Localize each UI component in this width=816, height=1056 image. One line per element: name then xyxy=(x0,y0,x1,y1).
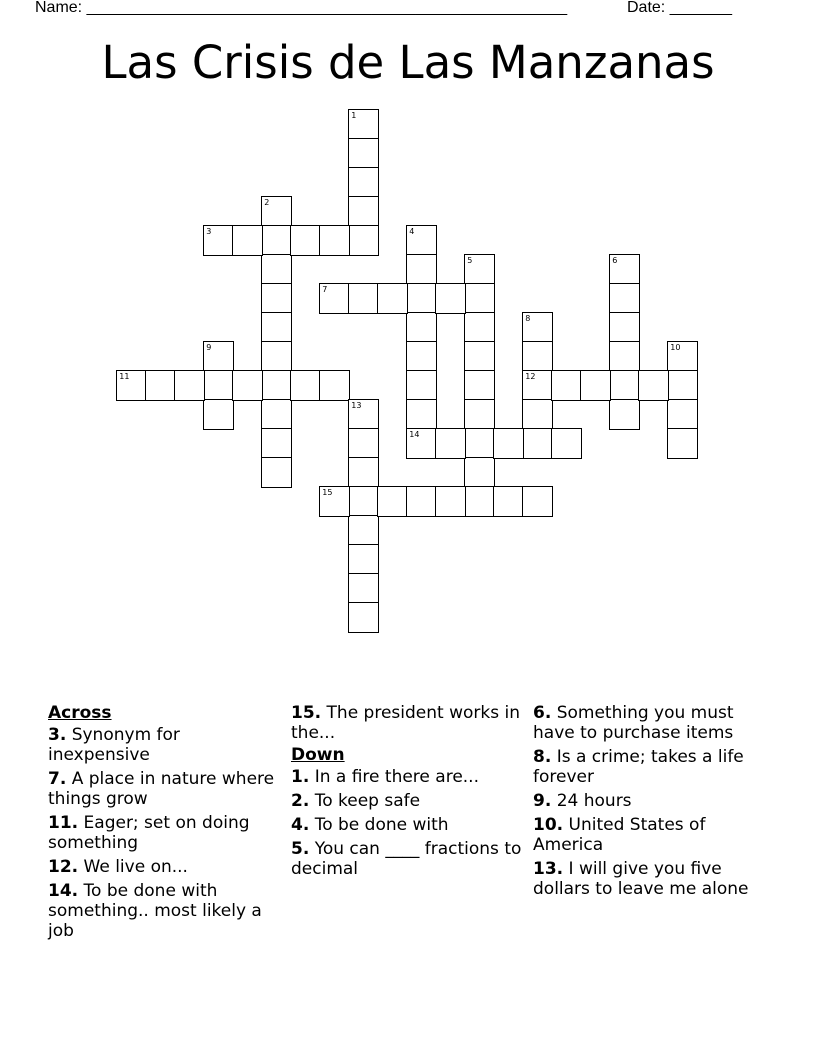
grid-cell[interactable] xyxy=(406,486,437,517)
date-line: _______ xyxy=(669,0,732,16)
grid-cell[interactable] xyxy=(261,196,292,227)
grid-cell[interactable] xyxy=(203,370,234,401)
name-line: ______________________________________________________ xyxy=(86,0,568,16)
grid-cell[interactable] xyxy=(464,428,495,459)
grid-cell[interactable] xyxy=(319,486,350,517)
clue-number: 4 xyxy=(409,227,415,237)
clue-number: 13 xyxy=(351,401,362,411)
clue-number: 9 xyxy=(206,343,212,353)
grid-cell[interactable] xyxy=(203,341,234,372)
grid-cell[interactable] xyxy=(464,457,495,488)
grid-cell[interactable] xyxy=(667,399,698,430)
grid-cell[interactable] xyxy=(551,428,582,459)
grid-cell[interactable] xyxy=(145,370,176,401)
clue-down-4: 4. To be done with xyxy=(291,815,449,835)
clue-down-10: 10. United States of America xyxy=(533,815,706,855)
grid-cell[interactable] xyxy=(609,341,640,372)
page-title: Las Crisis de Las Manzanas xyxy=(101,36,715,89)
grid-cell[interactable] xyxy=(348,602,379,633)
clue-number: 7 xyxy=(322,285,328,295)
grid-cell[interactable] xyxy=(609,254,640,285)
grid-cell[interactable] xyxy=(232,225,263,256)
grid-cell[interactable] xyxy=(348,109,379,140)
clue-number: 5 xyxy=(467,256,473,266)
grid-cell[interactable] xyxy=(522,428,553,459)
grid-cell[interactable] xyxy=(522,341,553,372)
grid-cell[interactable] xyxy=(406,341,437,372)
clue-down-2: 2. To keep safe xyxy=(291,791,421,811)
grid-cell[interactable] xyxy=(232,370,263,401)
grid-cell[interactable] xyxy=(522,399,553,430)
clue-across-14: 14. To be done with something.. most likely a job xyxy=(48,881,262,941)
clue-number: 1 xyxy=(351,111,357,121)
clue-number: 11 xyxy=(119,372,130,382)
grid-cell[interactable] xyxy=(406,254,437,285)
clue-across-12: 12. We live on... xyxy=(48,857,188,877)
grid-cell[interactable] xyxy=(203,399,234,430)
grid-cell[interactable] xyxy=(348,399,379,430)
grid-cell[interactable] xyxy=(261,428,292,459)
grid-cell[interactable] xyxy=(609,312,640,343)
clue-number: 12 xyxy=(525,372,536,382)
clues-column-2 xyxy=(291,703,526,883)
grid-cell[interactable] xyxy=(348,196,379,227)
grid-cell[interactable] xyxy=(203,225,234,256)
clue-number: 14 xyxy=(409,430,420,440)
grid-cell[interactable] xyxy=(464,370,495,401)
grid-cell[interactable] xyxy=(348,544,379,575)
clue-down-9: 9. 24 hours xyxy=(533,791,632,811)
grid-cell[interactable] xyxy=(348,457,379,488)
grid-cell[interactable] xyxy=(377,486,408,517)
clue-down-1: 1. In a fire there are... xyxy=(291,767,479,787)
grid-cell[interactable] xyxy=(464,254,495,285)
grid-cell[interactable] xyxy=(319,283,350,314)
grid-cell[interactable] xyxy=(522,486,553,517)
date-field[interactable] xyxy=(627,0,732,17)
grid-cell[interactable] xyxy=(261,399,292,430)
grid-cell[interactable] xyxy=(348,486,379,517)
grid-cell[interactable] xyxy=(348,283,379,314)
grid-cell[interactable] xyxy=(174,370,205,401)
clue-number: 8 xyxy=(525,314,531,324)
clue-down-13: 13. I will give you five dollars to leave me alone xyxy=(533,859,749,899)
grid-cell[interactable] xyxy=(464,486,495,517)
grid-cell[interactable] xyxy=(261,370,292,401)
clues-column-3 xyxy=(533,703,768,903)
grid-cell[interactable] xyxy=(348,428,379,459)
grid-cell[interactable] xyxy=(551,370,582,401)
grid-cell[interactable] xyxy=(638,370,669,401)
grid-cell[interactable] xyxy=(348,515,379,546)
grid-cell[interactable] xyxy=(609,283,640,314)
grid-cell[interactable] xyxy=(406,312,437,343)
grid-cell[interactable] xyxy=(116,370,147,401)
clue-across-3: 3. Synonym for inexpensive xyxy=(48,725,180,765)
clue-down-5: 5. You can ____ fractions to decimal xyxy=(291,839,522,879)
grid-cell[interactable] xyxy=(261,312,292,343)
clue-down-6: 6. Something you must have to purchase items xyxy=(533,703,734,743)
grid-cell[interactable] xyxy=(406,225,437,256)
grid-cell[interactable] xyxy=(493,428,524,459)
grid-cell[interactable] xyxy=(348,573,379,604)
grid-cell[interactable] xyxy=(435,486,466,517)
clues-column-1 xyxy=(48,703,283,945)
clue-number: 10 xyxy=(670,343,681,353)
grid-cell[interactable] xyxy=(406,399,437,430)
grid-cell[interactable] xyxy=(667,428,698,459)
grid-cell[interactable] xyxy=(290,370,321,401)
across-heading: Across xyxy=(48,703,112,723)
grid-cell[interactable] xyxy=(609,399,640,430)
grid-cell[interactable] xyxy=(522,312,553,343)
grid-cell[interactable] xyxy=(667,370,698,401)
grid-cell[interactable] xyxy=(348,225,379,256)
grid-cell[interactable] xyxy=(580,370,611,401)
grid-cell[interactable] xyxy=(406,428,437,459)
clue-number: 2 xyxy=(264,198,270,208)
grid-cell[interactable] xyxy=(319,370,350,401)
grid-cell[interactable] xyxy=(348,138,379,169)
grid-cell[interactable] xyxy=(261,341,292,372)
grid-cell[interactable] xyxy=(493,486,524,517)
grid-cell[interactable] xyxy=(290,225,321,256)
grid-cell[interactable] xyxy=(261,225,292,256)
grid-cell[interactable] xyxy=(319,225,350,256)
clue-across-11: 11. Eager; set on doing something xyxy=(48,813,250,853)
name-label: Name: xyxy=(35,0,83,16)
grid-cell[interactable] xyxy=(522,370,553,401)
clue-down-8: 8. Is a crime; takes a life forever xyxy=(533,747,744,787)
grid-cell[interactable] xyxy=(464,312,495,343)
grid-cell[interactable] xyxy=(435,428,466,459)
grid-cell[interactable] xyxy=(377,283,408,314)
grid-cell[interactable] xyxy=(667,341,698,372)
grid-cell[interactable] xyxy=(261,254,292,285)
grid-cell[interactable] xyxy=(261,283,292,314)
grid-cell[interactable] xyxy=(464,399,495,430)
grid-cell[interactable] xyxy=(464,283,495,314)
clue-across-7: 7. A place in nature where things grow xyxy=(48,769,275,809)
grid-cell[interactable] xyxy=(261,457,292,488)
grid-cell[interactable] xyxy=(435,283,466,314)
grid-cell[interactable] xyxy=(406,283,437,314)
grid-cell[interactable] xyxy=(348,167,379,198)
grid-cell[interactable] xyxy=(406,370,437,401)
grid-cell[interactable] xyxy=(464,341,495,372)
clue-number: 6 xyxy=(612,256,618,266)
date-label: Date: xyxy=(627,0,666,16)
name-field[interactable] xyxy=(35,0,567,17)
clue-number: 3 xyxy=(206,227,212,237)
clue-across-15: 15. The president works in the... xyxy=(291,703,520,743)
down-heading: Down xyxy=(291,745,345,765)
grid-cell[interactable] xyxy=(609,370,640,401)
clue-number: 15 xyxy=(322,488,333,498)
